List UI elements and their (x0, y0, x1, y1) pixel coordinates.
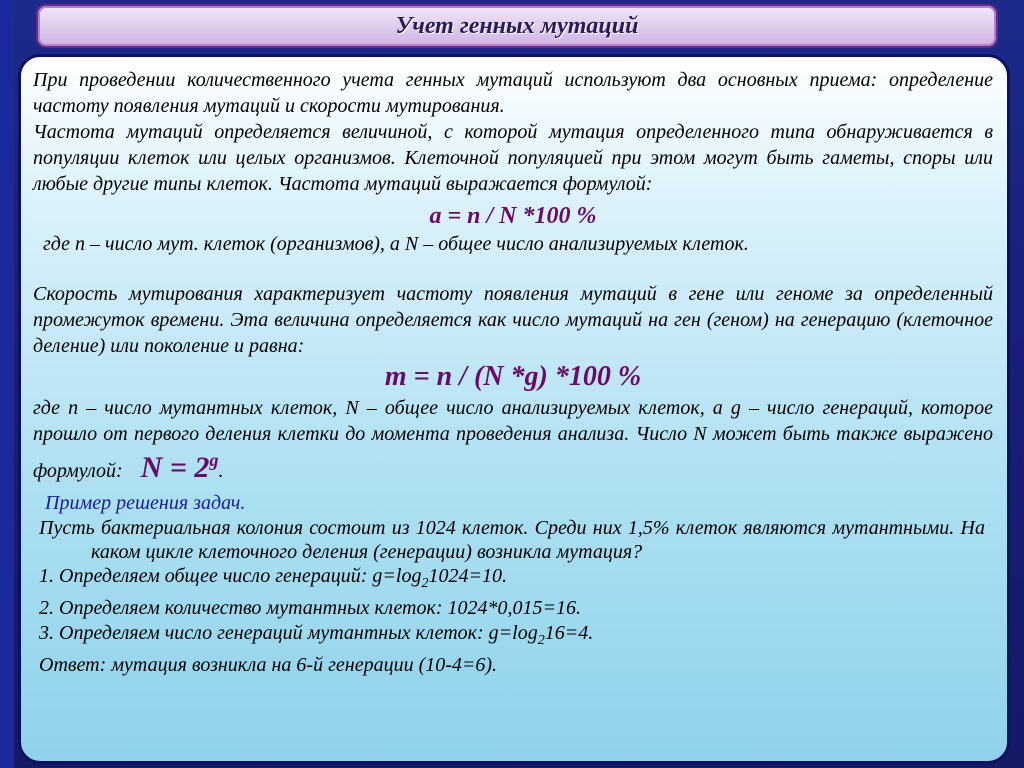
n-formula-period: . (218, 460, 224, 482)
step-3-sub: 2 (537, 633, 545, 648)
example-step-1 (39, 564, 993, 596)
frequency-formula: a = n / N *100 % (429, 203, 597, 229)
rate-paragraph: Скорость мутирования характеризует частоту появления мутаций в гене или геноме за определенный промежуток времени. Эта величина определяется как число мутаций на ген (геном) на генерацию (клеточное деление) или поколение и равна: (33, 283, 993, 357)
step-3-value: 16=4. (544, 622, 594, 644)
example-section (33, 490, 993, 678)
slide-edge (0, 0, 14, 768)
example-title: Пример решения задач. (45, 492, 246, 514)
frequency-where: где n – число мут. клеток (организмов), а N – общее число анализируемых клеток. (43, 233, 749, 255)
rate-where-text: где n – число мутантных клеток, N – общее число анализируемых клеток, а g – число генераций, которое прошло от первого деления клетки до момента проведения анализа. Число N может быть также выражено формулой: (33, 397, 993, 482)
example-answer: Ответ: мутация возникла на 6-й генерации (10-4=6). (39, 654, 498, 676)
frequency-paragraph: Частота мутаций определяется величиной, с которой мутация определенного типа обнаруживается в популяции клеток или целых организмов. Клеточной популяцией при этом могут быть гаметы, споры или любые другие типы клеток. Частота мутаций выражается формулой: (33, 121, 993, 195)
n-formula (141, 451, 219, 484)
step-1-value: 1024=10. (428, 565, 507, 587)
example-step-3 (39, 621, 993, 653)
step-1-sub: 2 (421, 576, 429, 591)
page-title: Учет генных мутаций (395, 12, 639, 39)
intro-paragraph: При проведении количественного учета генных мутаций используют два основных приема: определение частоту появления мутаций и скорости мутирования. (33, 69, 993, 117)
rate-formula: m = n / (N *g) *100 % (384, 361, 642, 392)
spacer (33, 257, 993, 281)
content-panel (18, 54, 1010, 764)
example-task (39, 516, 993, 564)
rate-where (33, 395, 993, 484)
step-1-text: 1. Определяем общее число генераций: g=log (39, 565, 422, 587)
title-bar (36, 4, 998, 48)
step-3-text: 3. Определяем число генераций мутантных клеток: g=log (39, 622, 538, 644)
example-step-2: 2. Определяем количество мутантных клеток: 1024*0,015=16. (39, 597, 582, 619)
n-formula-base: N = 2 (140, 451, 210, 484)
n-formula-exp: g (209, 450, 219, 470)
example-task-text: Пусть бактериальная колония состоит из 1024 клеток. Среди них 1,5% клеток являются мутантными. На каком цикле клеточного деления (генерации) возникла мутация? (39, 517, 985, 563)
